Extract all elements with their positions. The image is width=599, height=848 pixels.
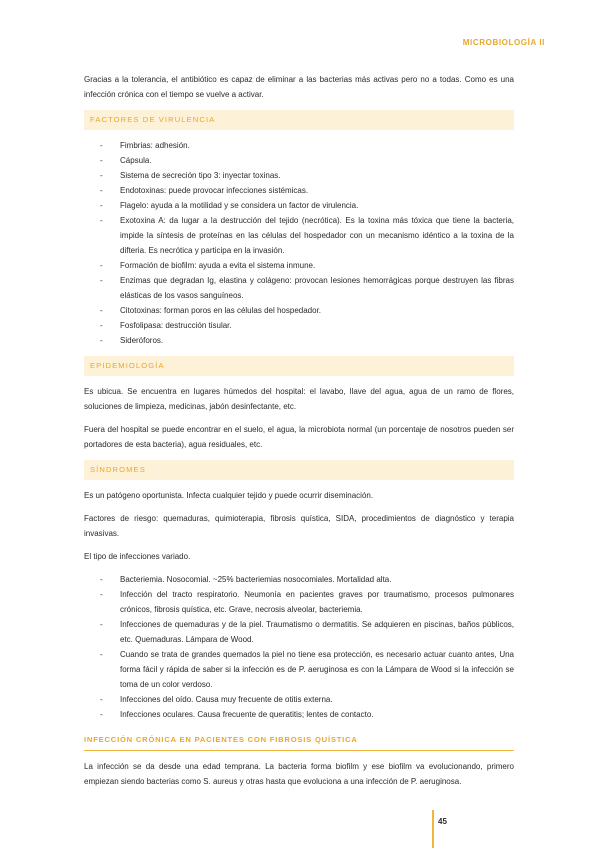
page-number: 45 xyxy=(438,817,447,826)
dash-marker: - xyxy=(100,141,103,150)
dash-marker: - xyxy=(100,321,103,330)
list-item xyxy=(100,183,514,198)
list-item xyxy=(100,692,514,707)
list-item-text: Fosfolipasa: destrucción tisular. xyxy=(120,321,232,330)
dash-marker: - xyxy=(100,201,103,210)
list-item xyxy=(100,707,514,722)
list-item-text: Cuando se trata de grandes quemados la piel no tiene esa protección, es necesario actuar cuanto antes, Una forma fácil y rápida de saber si la infección es de P. aeruginosa es con la Lámpara de Wood si la infección se toma de un color verdoso. xyxy=(120,650,514,689)
content xyxy=(84,72,514,797)
dash-marker: - xyxy=(100,590,103,599)
list-item xyxy=(100,198,514,213)
epidemiologia-paragraph-2: Fuera del hospital se puede encontrar en el suelo, el agua, la microbiota normal (un porcentaje de nosotros pueden ser portadores de esta bacteria), agua residuales, etc. xyxy=(84,425,514,449)
dash-marker: - xyxy=(100,186,103,195)
dash-marker: - xyxy=(100,710,103,719)
section-title-sindromes: SÍNDROMES xyxy=(84,460,514,480)
list-item xyxy=(100,138,514,153)
list-item xyxy=(100,617,514,647)
list-item-text: Infecciones de quemaduras y de la piel. Traumatismo o dermatitis. Se adquieren en piscinas, baños públicos, etc. Quemaduras. Lámpara de Wood. xyxy=(120,620,514,644)
list-item-text: Sideróforos. xyxy=(120,336,164,345)
list-item-text: Bacteriemia. Nosocomial. ~25% bacteriemias nosocomiales. Mortalidad alta. xyxy=(120,575,392,584)
sindromes-paragraph-3: El tipo de infecciones variado. xyxy=(84,552,191,561)
dash-marker: - xyxy=(100,156,103,165)
sindromes-list xyxy=(84,572,514,722)
list-item-text: Infecciones del oído. Causa muy frecuente de otitis externa. xyxy=(120,695,333,704)
section-title-fibrosis: INFECCIÓN CRÓNICA EN PACIENTES CON FIBROSIS QUÍSTICA xyxy=(84,730,514,751)
list-item-text: Formación de biofilm: ayuda a evita el sistema inmune. xyxy=(120,261,316,270)
list-item xyxy=(100,647,514,692)
dash-marker: - xyxy=(100,336,103,345)
list-item-text: Exotoxina A: da lugar a la destrucción del tejido (necrótica). Es la toxina más tóxica que tiene la bacteria, impide la síntesis de proteínas en las células del hospedador con un mecanismo idéntico a la toxina de la difteria. Es necrótica y participa en la invasión. xyxy=(120,216,514,255)
list-item xyxy=(100,153,514,168)
footer-divider xyxy=(432,810,434,848)
dash-marker: - xyxy=(100,650,103,659)
list-item-text: Infección del tracto respiratorio. Neumonía en pacientes graves por traumatismo, procesos pulmonares crónicos, fibrosis quística, etc. Grave, necrosis alveolar, bacteriemia. xyxy=(120,590,514,614)
dash-marker: - xyxy=(100,171,103,180)
list-item xyxy=(100,168,514,183)
list-item xyxy=(100,258,514,273)
list-item-text: Enzimas que degradan Ig, elastina y colágeno: provocan lesiones hemorrágicas porque destruyen las fibras elásticas de los vasos sanguíneos. xyxy=(120,276,514,300)
dash-marker: - xyxy=(100,306,103,315)
dash-marker: - xyxy=(100,216,103,225)
list-item xyxy=(100,318,514,333)
section-title-virulencia: FACTORES DE VIRULENCIA xyxy=(84,110,514,130)
list-item xyxy=(100,572,514,587)
fibrosis-paragraph-1: La infección se da desde una edad temprana. La bacteria forma biofilm y ese biofilm va evolucionando, primero empiezan siendo bacterias como S. aureus y otras hasta que evoluciona a una infección de P. aeruginosa. xyxy=(84,762,514,786)
header-label: MICROBIOLOGÍA II xyxy=(462,38,545,47)
list-item xyxy=(100,303,514,318)
list-item-text: Cápsula. xyxy=(120,156,152,165)
list-item xyxy=(100,273,514,303)
list-item-text: Citotoxinas: forman poros en las células del hospedador. xyxy=(120,306,322,315)
intro-paragraph: Gracias a la tolerancia, el antibiótico es capaz de eliminar a las bacterias más activas pero no a todas. Como es una infección crónica con el tiempo se vuelve a activar. xyxy=(84,75,514,99)
list-item-text: Sistema de secreción tipo 3: inyectar toxinas. xyxy=(120,171,281,180)
list-item-text: Fimbrias: adhesión. xyxy=(120,141,190,150)
dash-marker: - xyxy=(100,695,103,704)
list-item-text: Endotoxinas: puede provocar infecciones sistémicas. xyxy=(120,186,309,195)
section-title-epidemiologia: EPIDEMIOLOGÍA xyxy=(84,356,514,376)
list-item xyxy=(100,587,514,617)
dash-marker: - xyxy=(100,575,103,584)
dash-marker: - xyxy=(100,620,103,629)
virulencia-list xyxy=(84,138,514,348)
dash-marker: - xyxy=(100,276,103,285)
list-item xyxy=(100,333,514,348)
list-item xyxy=(100,213,514,258)
sindromes-paragraph-2: Factores de riesgo: quemaduras, quimioterapia, fibrosis quística, SIDA, procedimientos de diagnóstico y terapia invasivas. xyxy=(84,514,514,538)
sindromes-paragraph-1: Es un patógeno oportunista. Infecta cualquier tejido y puede ocurrir diseminación. xyxy=(84,491,374,500)
list-item-text: Infecciones oculares. Causa frecuente de queratitis; lentes de contacto. xyxy=(120,710,374,719)
epidemiologia-paragraph-1: Es ubicua. Se encuentra en lugares húmedos del hospital: el lavabo, llave del agua, agua de un ramo de flores, soluciones de limpieza, medicinas, jabón desinfectante, etc. xyxy=(84,387,514,411)
list-item-text: Flagelo: ayuda a la motilidad y se considera un factor de virulencia. xyxy=(120,201,359,210)
dash-marker: - xyxy=(100,261,103,270)
